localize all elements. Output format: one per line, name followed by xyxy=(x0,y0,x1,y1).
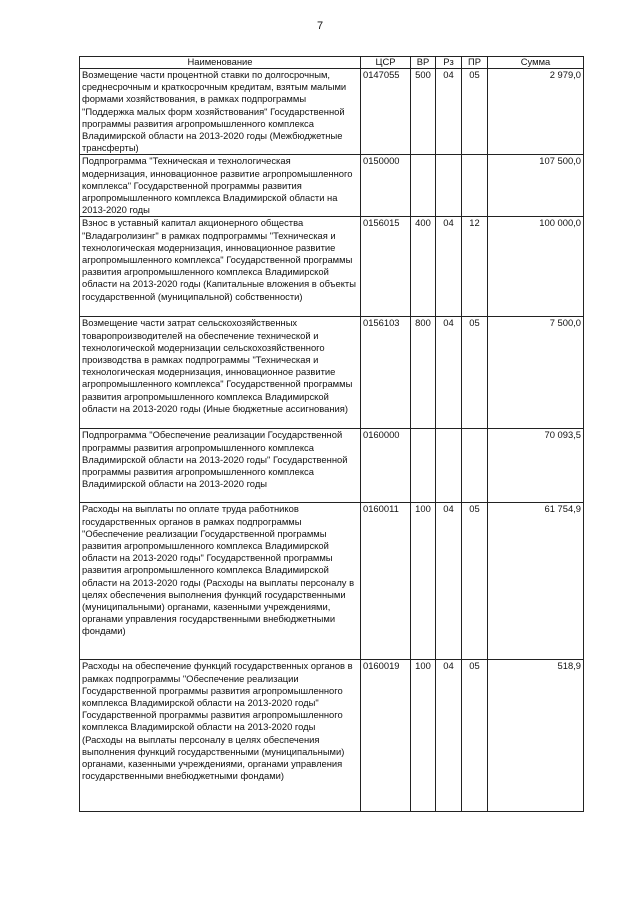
row-csr: 0160011 xyxy=(361,503,411,660)
budget-table xyxy=(79,56,584,812)
header-rz: Рз xyxy=(436,57,462,69)
page-number: 7 xyxy=(316,20,324,32)
row-sum: 518,9 xyxy=(488,660,584,812)
row-vr xyxy=(411,155,436,217)
row-pr: 05 xyxy=(462,317,488,429)
table-row xyxy=(80,503,584,660)
row-pr xyxy=(462,429,488,503)
row-rz xyxy=(436,155,462,217)
header-sum: Сумма xyxy=(488,57,584,69)
row-csr: 0160000 xyxy=(361,429,411,503)
row-vr: 800 xyxy=(411,317,436,429)
row-name: Возмещение части процентной ставки по долгосрочным, среднесрочным и краткосрочным кредитам, взятым малыми формами хозяйствования, в рамках подпрограммы "Поддержка малых форм хозяйствования" Государственной программы развития агропромышленного комплекса Владимирской области на 2013-2020 годы (Межбюджетные трансферты) xyxy=(80,69,361,155)
header-pr: ПР xyxy=(462,57,488,69)
row-name: Возмещение части затрат сельскохозяйственных товаропроизводителей на обеспечение технической и технологической модернизации сельскохозяйственного производства в рамках подпрограммы "Техническая и технологическая модернизация, инновационное развитие агропромышленного комплекса" Государственной программы развития агропромышленного комплекса Владимирской области на 2013-2020 годы (Иные бюджетные ассигнования) xyxy=(80,317,361,429)
row-csr: 0156015 xyxy=(361,217,411,317)
table-row xyxy=(80,155,584,217)
row-rz xyxy=(436,429,462,503)
row-vr xyxy=(411,429,436,503)
table-row xyxy=(80,429,584,503)
header-csr: ЦСР xyxy=(361,57,411,69)
row-name: Расходы на обеспечение функций государственных органов в рамках подпрограммы "Обеспечение реализации Государственной программы развития агропромышленного комплекса Владимирской области на 2013-2020 годы" Государственной программы развития агропромышленного комплекса Владимирской области на 2013-2020 годы (Расходы на выплаты персоналу в целях обеспечения выполнения функций государственными (муниципальными) органами, казенными учреждениями, органами управления государственными внебюджетными фондами) xyxy=(80,660,361,812)
table-row xyxy=(80,217,584,317)
row-sum: 100 000,0 xyxy=(488,217,584,317)
row-name: Подпрограмма "Обеспечение реализации Государственной программы развития агропромышленного комплекса Владимирской области на 2013-2020 годы" Государственной программы развития агропромышленного комплекса Владимирской области на 2013-2020 годы xyxy=(80,429,361,503)
row-name: Подпрограмма "Техническая и технологическая модернизация, инновационное развитие агропромышленного комплекса" Государственной программы развития агропромышленного комплекса Владимирской области на 2013-2020 годы xyxy=(80,155,361,217)
row-name: Расходы на выплаты по оплате труда работников государственных органов в рамках подпрограммы "Обеспечение реализации Государственной программы развития агропромышленного комплекса Владимирской области на 2013-2020 годы" Государственной программы развития агропромышленного комплекса Владимирской области на 2013-2020 годы (Расходы на выплаты персоналу в целях обеспечения выполнения функций государственными (муниципальными) органами, казенными учреждениями, органами управления государственными внебюджетными фондами) xyxy=(80,503,361,660)
row-sum: 107 500,0 xyxy=(488,155,584,217)
row-pr: 05 xyxy=(462,69,488,155)
row-rz: 04 xyxy=(436,217,462,317)
row-csr: 0147055 xyxy=(361,69,411,155)
row-rz: 04 xyxy=(436,503,462,660)
table-row xyxy=(80,660,584,812)
row-csr: 0150000 xyxy=(361,155,411,217)
row-sum: 70 093,5 xyxy=(488,429,584,503)
row-rz: 04 xyxy=(436,317,462,429)
row-pr: 12 xyxy=(462,217,488,317)
row-pr: 05 xyxy=(462,503,488,660)
row-sum: 2 979,0 xyxy=(488,69,584,155)
row-vr: 400 xyxy=(411,217,436,317)
row-vr: 100 xyxy=(411,503,436,660)
row-csr: 0156103 xyxy=(361,317,411,429)
header-name: Наименование xyxy=(80,57,361,69)
row-vr: 500 xyxy=(411,69,436,155)
table-row xyxy=(80,69,584,155)
header-vr: ВР xyxy=(411,57,436,69)
row-sum: 7 500,0 xyxy=(488,317,584,429)
row-sum: 61 754,9 xyxy=(488,503,584,660)
table-header-row xyxy=(80,57,584,69)
row-csr: 0160019 xyxy=(361,660,411,812)
row-rz: 04 xyxy=(436,660,462,812)
row-pr: 05 xyxy=(462,660,488,812)
row-pr xyxy=(462,155,488,217)
table-row xyxy=(80,317,584,429)
row-name: Взнос в уставный капитал акционерного общества "Владагролизинг" в рамках подпрограммы "Техническая и технологическая модернизация, инновационное развитие агропромышленного комплекса" Государственной программы развития агропромышленного комплекса Владимирской области на 2013-2020 годы (Капитальные вложения в объекты государственной (муниципальной) собственности) xyxy=(80,217,361,317)
row-vr: 100 xyxy=(411,660,436,812)
row-rz: 04 xyxy=(436,69,462,155)
